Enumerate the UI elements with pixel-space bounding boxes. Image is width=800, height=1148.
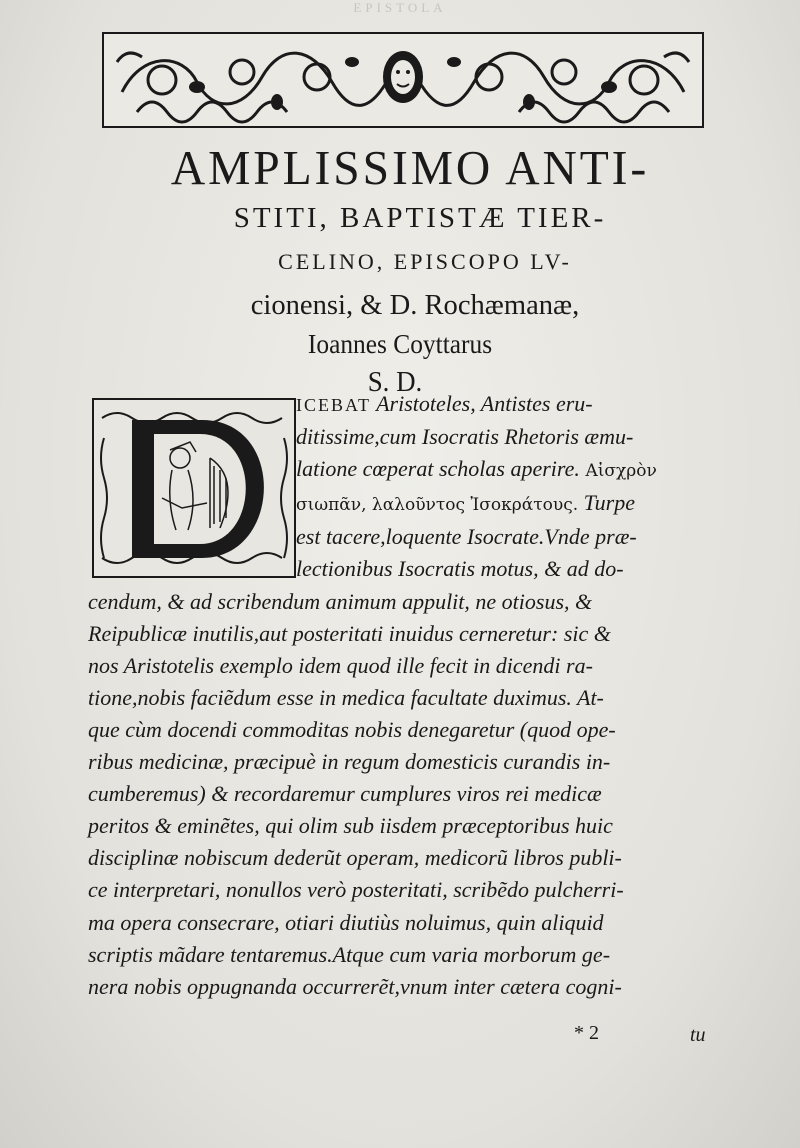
title-line-1: AMPLISSIMO ANTI- [170, 140, 650, 195]
title-line-5: Ioannes Coyttarus [307, 329, 493, 359]
body-line-19: nera nobis oppugnanda occurrerẽt,vnum inter cætera cogni- [88, 973, 622, 999]
body-line-4 [88, 487, 714, 521]
body-text: Aristoteles, Antistes eru- [371, 391, 593, 416]
body-line-10: tione,nobis faciẽdum esse in medica facultate duximus. At- [88, 684, 604, 710]
body-line-15: disciplinæ nobiscum dederũt operam, medicorũ libros publi- [88, 845, 622, 871]
greek-text: Αἰσχρὸν [585, 461, 657, 482]
greek-text: σιωπᾶν, λαλοῦντος Ἰσοκράτους. [296, 495, 579, 516]
title-line-2: STITI, BAPTISTÆ TIER- [233, 202, 607, 234]
body-line-5: est tacere,loquente Isocrate.Vnde præ- [296, 524, 637, 550]
body-line-9: nos Aristotelis exemplo idem quod ille fecit in dicendi ra- [88, 652, 593, 678]
ornamental-headpiece [102, 32, 704, 128]
body-line-16: ce interpretari, nonullos verò posteritati, scribẽdo pulcherri- [88, 877, 624, 903]
epistle-body [88, 388, 714, 1003]
title-line-6: S. D. [367, 366, 423, 398]
body-text: Turpe [578, 490, 635, 516]
body-line-11: que cùm docendi commoditas nobis denegaretur (quod ope- [88, 716, 616, 742]
body-line-13: cumberemus) & recordaremur cumplures viros rei medicæ [88, 781, 602, 807]
title-line-4: cionensi, & D. Rochæmanæ, [250, 289, 580, 321]
body-line-12: ribus medicinæ, præcipuè in regum domesticis curandis in- [88, 749, 611, 775]
signature-mark: * 2 [574, 1022, 599, 1044]
body-line-14: peritos & eminẽtes, qui olim sub iisdem præceptoribus huic [88, 813, 613, 839]
dedication-title [80, 140, 740, 402]
body-line-3 [88, 453, 714, 487]
catchword: tu [690, 1024, 706, 1046]
title-line-3: CELINO, EPISCOPO LV- [278, 249, 572, 274]
body-line-18: scriptis mãdare tentaremus.Atque cum varia morborum ge- [88, 941, 611, 967]
body-line-7: cendum, & ad scribendum animum appulit, ne otiosus, & [88, 588, 593, 614]
running-head: EPISTOLA [353, 0, 447, 15]
body-line-6: lectionibus Isocratis motus, & ad do- [296, 556, 624, 582]
opening-word: ICEBAT [296, 395, 371, 415]
body-line-1 [88, 388, 714, 421]
body-line-2: ditissime,cum Isocratis Rhetoris æmu- [296, 424, 634, 450]
body-line-8: Reipublicæ inutilis,aut posteritati inuidus cerneretur: sic & [88, 620, 611, 646]
body-line-17: ma opera consecrare, otiari diutiùs noluimus, quin aliquid [88, 909, 604, 935]
body-text: latione cœperat scholas aperire. [296, 456, 580, 482]
